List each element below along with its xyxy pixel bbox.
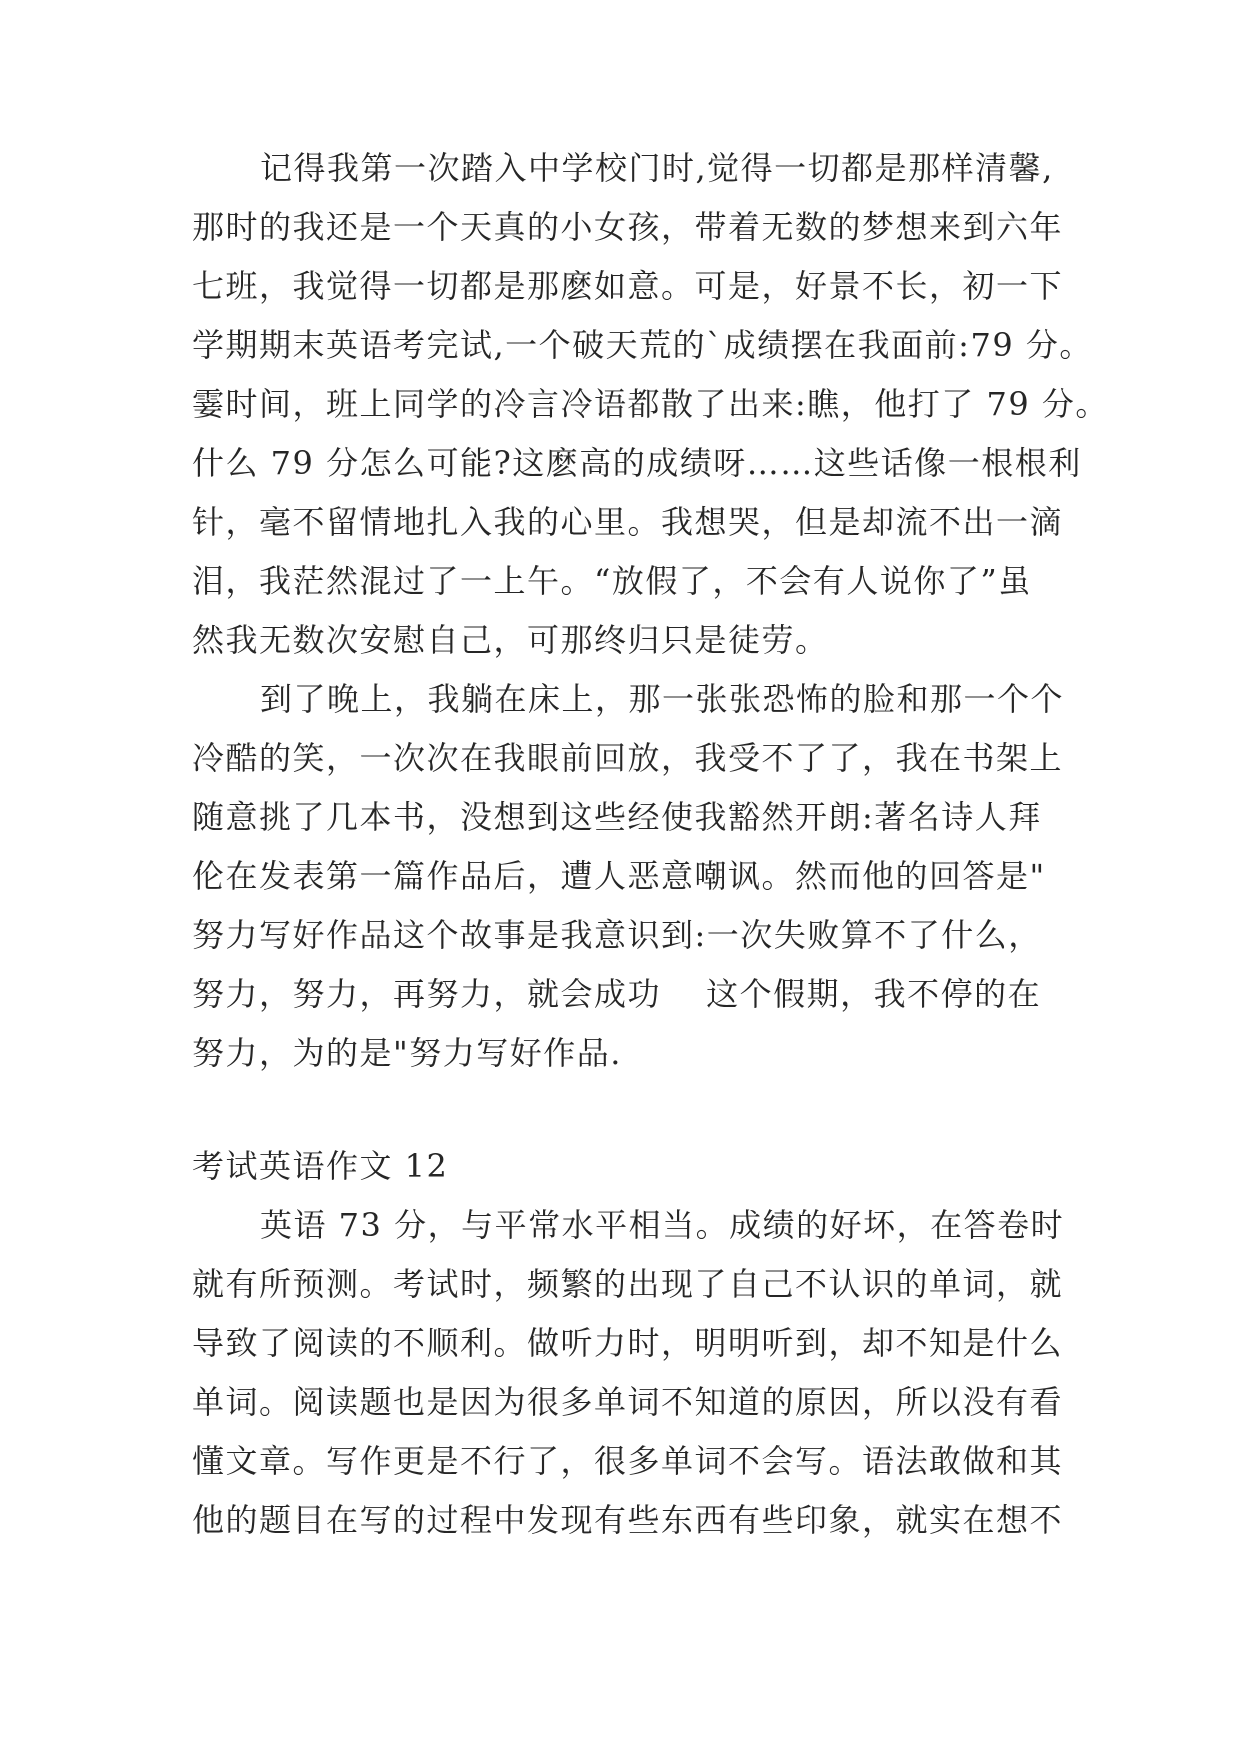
paragraph-1-line-1: 记得我第一次踏入中学校门时,觉得一切都是那样清馨,: [260, 149, 1054, 187]
paragraph-1-line-5: 霎时间，班上同学的冷言冷语都散了出来:瞧，他打了 79 分。: [192, 385, 1109, 423]
paragraph-2-line-3: 随意挑了几本书，没想到这些经使我豁然开朗:著名诗人拜: [192, 798, 1042, 836]
paragraph-2-line-4: 伦在发表第一篇作品后，遭人恶意嘲讽。然而他的回答是": [192, 857, 1046, 895]
paragraph-2-line-1: 到了晚上，我躺在床上，那一张张恐怖的脸和那一个个: [260, 680, 1065, 718]
section-paragraph-line-1: 英语 73 分，与平常水平相当。成绩的好坏，在答卷时: [260, 1206, 1065, 1244]
section-paragraph-line-5: 懂文章。写作更是不行了，很多单词不会写。语法敢做和其: [192, 1442, 1064, 1480]
paragraph-1-line-6: 什么 79 分怎么可能?这麽高的成绩呀……这些话像一根根利: [192, 444, 1082, 482]
paragraph-2-line-6: 努力，努力，再努力，就会成功 这个假期，我不停的在: [192, 975, 1042, 1013]
paragraph-1-line-4: 学期期末英语考完试,一个破天荒的`成绩摆在我面前:79 分。: [192, 326, 1093, 364]
paragraph-1-line-2: 那时的我还是一个天真的小女孩，带着无数的梦想来到六年: [192, 208, 1064, 246]
section-title: 考试英语作文 12: [192, 1147, 449, 1185]
section-paragraph-line-6: 他的题目在写的过程中发现有些东西有些印象，就实在想不: [192, 1501, 1064, 1539]
paragraph-2-line-5: 努力写好作品这个故事是我意识到:一次失败算不了什么，: [192, 916, 1042, 954]
paragraph-1-line-7: 针，毫不留情地扎入我的心里。我想哭，但是却流不出一滴: [192, 503, 1064, 541]
paragraph-1-line-8: 泪，我茫然混过了一上午。“放假了，不会有人说你了”虽: [192, 562, 1032, 600]
paragraph-2-line-2: 冷酷的笑，一次次在我眼前回放，我受不了了，我在书架上: [192, 739, 1064, 777]
section-paragraph-line-2: 就有所预测。考试时，频繁的出现了自己不认识的单词，就: [192, 1265, 1064, 1303]
section-paragraph-line-3: 导致了阅读的不顺利。做听力时，明明听到，却不知是什么: [192, 1324, 1064, 1362]
paragraph-2-line-7: 努力，为的是"努力写好作品.: [192, 1034, 622, 1072]
section-paragraph-line-4: 单词。阅读题也是因为很多单词不知道的原因，所以没有看: [192, 1383, 1064, 1421]
paragraph-1-line-3: 七班，我觉得一切都是那麽如意。可是，好景不长，初一下: [192, 267, 1064, 305]
paragraph-1-line-9: 然我无数次安慰自己，可那终归只是徒劳。: [192, 621, 829, 659]
